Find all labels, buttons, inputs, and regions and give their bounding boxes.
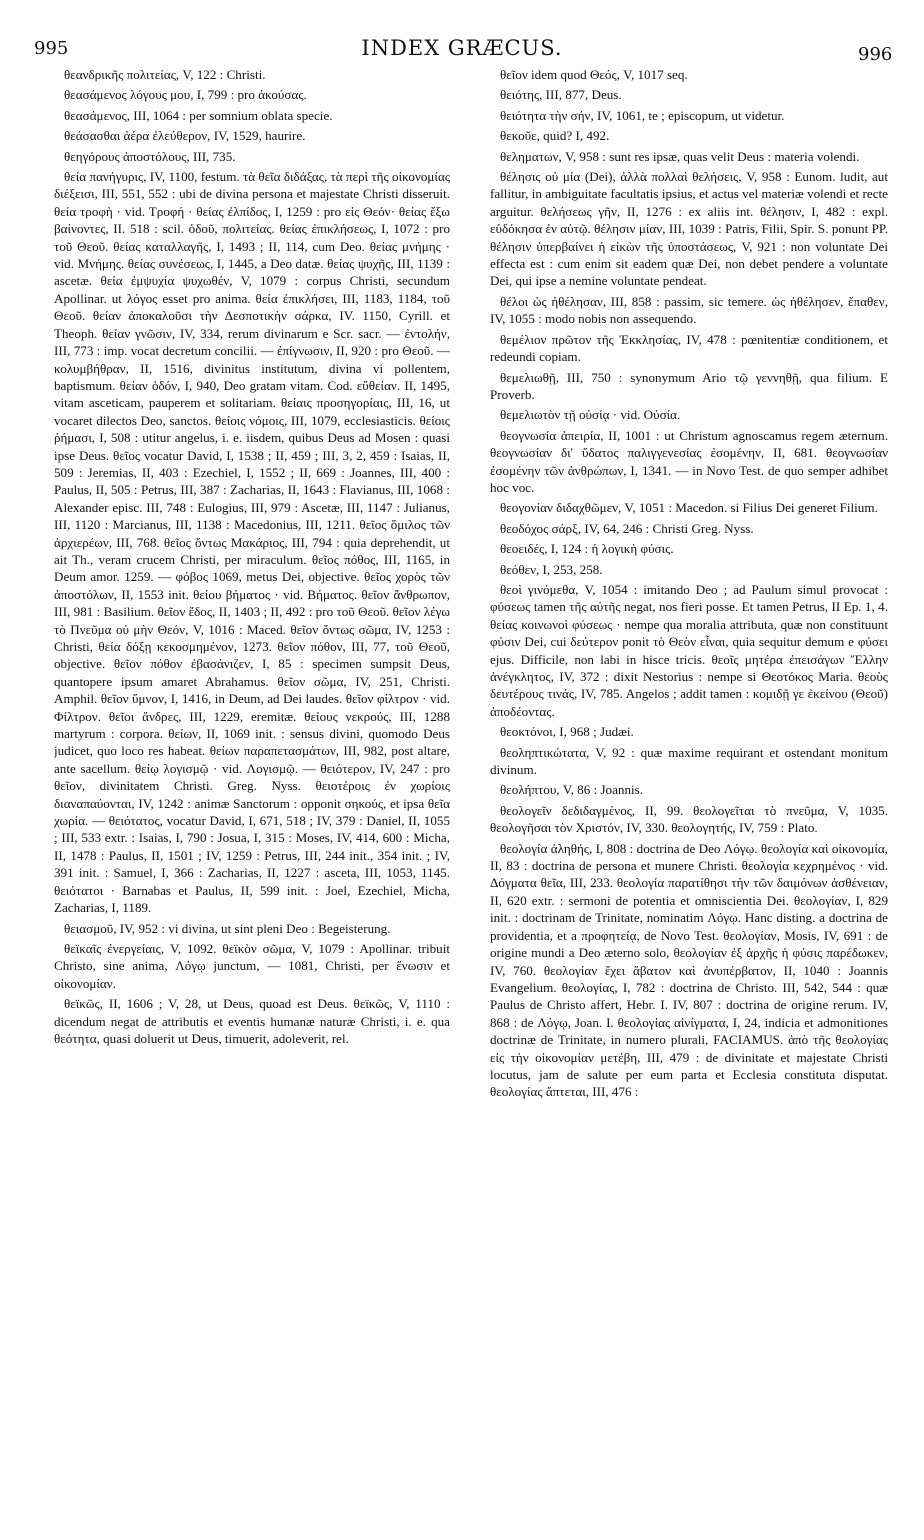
index-entry: θεοληπτικώτατα, V, 92 : quæ maxime requirant et ostendant monitum divinum. bbox=[490, 744, 888, 778]
running-title: INDEX GRÆCUS. bbox=[361, 36, 563, 60]
index-entry: θεασάμενος λόγους μου, I, 799 : pro ἀκούσας. bbox=[64, 87, 307, 103]
index-entry: θεληματων, V, 958 : sunt res ipsæ, quas velit Deus : materia volendi. bbox=[500, 148, 860, 164]
index-entry: θεανδρικῆς πολιτείας, V, 122 : Christi. bbox=[64, 67, 266, 82]
index-entry: θεοδόχος σάρξ, IV, 64, 246 : Christi Greg. Nyss. bbox=[500, 520, 754, 536]
index-entry: θεῖον idem quod Θεός, V, 1017 seq. bbox=[500, 67, 688, 82]
running-header bbox=[0, 0, 924, 65]
index-entry: θεία πανήγυρις, IV, 1100, festum. τὰ θεῖα διδάξας, τὰ περὶ τῆς οἰκονομίας διέξεισι, III, 551, 552 : ubi de divina persona et majestate Christi disseruit. θεία τροφὴ · vid. Τροφή · θείας ἐλπίδος, I, 1259 : pro εἰς Θεόν· θείας ἔξω βαίνοντες, II. 518 : scil. ὁδοῦ, πολιτείας. θείας ἐπικλήσεως, I, 1072 : pro τοῦ Θεοῦ. θείας καταλλαγῆς, I, 1493 ; II, 114, cum Deo. θείας μνήμης · vid. Μνήμης. θείας συνέσεως, I, 1445, a Deo datæ. θείας ψυχῆς, III, 1139 : ascetæ. θεία ἐμψυχία ψυχωθέν, V, 1079 : corpus Christi, secundum Apollinar. ut λόγος esset pro anima. θεία ἐπικλήσει, III, 1183, 1184, τοῦ Θεοῦ. θείαν ἀποκαλοῦσι τὴν Δεσποτικὴν σάρκα, IV. 1150, Cyrill. et Theoph. θείαν γνῶσιν, IV, 334, rerum divinarum e Scr. sacr. — ἐντολήν, III, 773 : imp. vocat decretum concilii. — ἐπίγνωσιν, II, 920 : pro Θεοῦ. — κολυμβήθραν, II, 1516, divinitus institutum, divina vi pollentem, baptismum. θείαν ὁδόν, I, 940, Deo gratam vitam. Cod. εὔθείαν. II, 1495, vitam asceticam, pauperem et solitariam. θείαις προσηγορίαις, III, 16, ut vocaret dilectos Deo, sanctos. θείοις νόμοις, III, 1079, ecclesiasticis. θείοις ῥήμασι, I, 508 : utitur angelus, i. e. iisdem, quibus Deus ad Mosen : quasi ipse Deus. θεῖος vocatur David, I, 1538 ; II, 459 ; III, 3, 2, 459 : Isaias, II, 509 : Jeremias, II, 403 : Ezechiel, I, 1552 ; II, 669 : Joannes, III, 400 : Paulus, II, 505 : Petrus, III, 387 : Zacharias, II, 1643 : Flavianus, III, 1068 : Alexander episc. III, 748 : Eulogius, III, 979 : Ascetæ, III, 1147 : Julianus, III, 1120 : Marcianus, III, 1138 : Macedonius, III, 1211. θεῖος ὅμιλος τῶν ἀρχιερέων, III, 768. θεῖος ὄντως Μακάριος, III, 794 : quia deprehendit, ut ait Th., veram crucem Christi, per miraculum. θεῖος πόθος, III, 1165, in Deum amor. 1259. — φόβος 1069, metus Dei, objective. θεῖος χορὸς τῶν ἀποστόλων, II, 1553 init. θείου βήματος · vid. Βήματος. θεῖον ἄνθρωπον, III, 981 : Basilium. θεῖον ἔδος, II, 1403 ; II, 492 : pro τοῦ Θεοῦ. θεῖον λέγω τὸ Πνεῦμα οὐ μὴν Θεόν, V, 1016 : Maced. θεῖον ὄντως σῶμα, IV, 1253 : Christi, θεία δόξῃ κεκοσμημένον, 1273. θεῖον πόθον, III, 77, τοῦ Θεοῦ, objective. θεῖον πόθον ἐβασάνιζεν, I, 85 : specimen sumpsit Deus, quantopere ipsum amaret Abrahamus. θεῖον σῶμα, IV, 251, Christi. Amphil. θεῖον ὕμνον, I, 1416, in Deum, ad Dei laudes. θεῖον φίλτρον · vid. Φίλτρον. θεῖοι ἄνδρες, III, 1229, eremitæ. θείους νεκρούς, III, 1288 martyrum : corpora. θείων, II, 1069 init. : sensus divini, quomodo Deus judicet, quo loco res habeat. θείων παραπετασμάτων, III, 982, post altare, ante sacellum. θείῳ λογισμῷ · vid. Λογισμῷ. — θειότερον, IV, 247 : pro θεῖον, divinitatem Christi. Greg. Nyss. θειοτέροις ἐν χωρίοις διαναπαύονται, IV, 1242 : animæ Sanctorum : opponit σηκούς, et ipsa θεῖα χωρία. — θειότατος, vocatur David, I, 671, 518 ; IV, 379 : Daniel, II, 1055 ; III, 533 extr. : Isaias, I, 790 : Josua, I, 315 : Moses, IV, 414, 600 : Micha, II, 1478 : Paulus, II, 1501 ; IV, 1259 : Petrus, III, 244 init., 354 init. ; IV, 391 init. : Samuel, I, 366 : Zacharias, II, 1227 : asceta, III, 1053, 1145. θειότατοι · Barnabas et Paulus, II, 599 init. : Joel, Ezechiel, Micha, Zacharias, I, 1189. bbox=[54, 169, 450, 916]
index-entry: θειότητα τὴν σήν, IV, 1061, te ; episcopum, ut videtur. bbox=[500, 107, 785, 123]
index-entry: θεοὶ γινόμεθα, V, 1054 : imitando Deo ; ad Paulum simul provocat : φύσεως tamen τῆς αὐτῆς negat, nos fieri posse. Et tamen Petrus, II Ep. 1, 4. θείας κοινωνοὶ φύσεως · nempe qua moralia attributa, quæ non constituunt φύσιν Dei, cui δεύτερον ponit τὸ Θεὸν εἶναι, quia sequitur demum e φύσει ejus. Difficile, non labi in hisce tricis. θεοῖς μητέρα ἐπεισάγων Ἕλλην ἀνέγκλητος, IV, 372 : dixit Nestorius : nempe si Θεοτόκος Maria. θεοὺς δευτέρους τινάς, IV, 785. Angelos ; addit tamen : κομιδῇ γε ἐκείνου (Θεοῦ) ἀποδέοντας. bbox=[490, 581, 888, 719]
index-entry: θεολογεῖν δεδιδαγμένος, II, 99. θεολογεῖται τὸ πνεῦμα, V, 1035. θεολογῆσαι τὸν Χριστόν, IV, 330. θεολογητής, IV, 759 : Plato. bbox=[490, 802, 888, 836]
index-entry: θειασμοῦ, IV, 952 : vi divina, ut sint pleni Deo : Begeisterung. bbox=[64, 920, 391, 936]
index-entry: θεολογία ἀληθής, I, 808 : doctrina de Deo Λόγῳ. θεολογία καὶ οἰκονομία, II, 83 : doctrina de persona et munere Christi. θεολογία κεχρημένος · vid. Δόγματα θεῖα, III, 233. θεολογία παρατίθησι τὴν τῶν δαιμόνων ἀσθένειαν, II, 620 extr. : sermoni de potentia et omniscientia Dei. θεολογίαν, I, 829 init. : doctrinam de Trinitate, nominatim Λόγῳ. Hanc disting. a doctrina de providentia, et a προφητείᾳ, de Novo Test. θεολογίαν, Mosis, IV, 691 : de origine mundi a Deo æterno solo, θεολογίαν ἐξ ἀρχῆς ἡ φύσις παρέδωκεν, IV, 760. θεολογίαν ἔχει ἄβατον καὶ ἀνυπέρβατον, II, 1040 : Joannis Evangelium. θεολογίας, I, 782 : doctrina de Christo. III, 542, 544 : quæ Paulus de Christo affert, Hebr. I. IV, 807 : doctrina de origine rerum. IV, 868 : de Λόγῳ, Joan. I. θεολογίας αἰνίγματα, I, 24, indicia et admonitiones doctrinæ de Trinitate, in numero plurali, FACIAMUS. ἀπὸ τῆς θεολογίας εἰς τὴν οἰκονομίαν μετέβη, III, 479 : de divinitate et majestate Christi locutus, jam de salute per eum parta et Ecclesia constituta disputat. θεολογίας ἅπτεται, III, 476 : bbox=[490, 840, 888, 1100]
index-entry: θεόθεν, I, 253, 258. bbox=[500, 561, 603, 577]
index-entry: θέλοι ὡς ἠθέλησαν, III, 858 : passim, sic temere. ὡς ἠθέλησεν, ἔπαθεν, IV, 1055 : modo nobis non assequendo. bbox=[490, 293, 888, 327]
index-entry: θέλησις οὐ μία (Dei), ἀλλὰ πολλαὶ θελήσεις, V, 958 : Eunom. ludit, aut fallitur, in ambiguitate facultatis ipsius, et actus vel materiæ volendi et recte arguitur. θελήσεως γῆν, II, 1276 : ex aliis int. θέλησιν, I, 482 : expl. εὐδόκησα ἐν αὐτῷ. θέλησιν μίαν, III, 1039 : Patris, Filii, Spir. S. ponunt PP. θέλησιν ὑπερβαίνει ἡ εἰκὼν τῆς ὑποστάσεως, V, 921 : non voluntate Dei effecta est : cum enim sit eadem quæ Dei, non debet pendere a voluntate Dei, qui ipse a nemine voluntate pendeat. bbox=[490, 169, 888, 289]
index-entry: θεϊκαῖς ἐνεργείαις, V, 1092. θεϊκὸν σῶμα, V, 1079 : Apollinar. tribuit Christo, sine anima, Λόγῳ junctum, — 1081, Christi, per ἕνωσιν et οἰκονομίαν. bbox=[54, 940, 450, 991]
index-entry: θεολήπτου, V, 86 : Joannis. bbox=[500, 782, 643, 798]
index-entry: θειότης, III, 877, Deus. bbox=[500, 87, 622, 103]
right-column bbox=[490, 66, 888, 1526]
page-number-left: 995 bbox=[34, 38, 69, 59]
index-entry: θεοκτόνοι, I, 968 ; Judæi. bbox=[500, 724, 634, 740]
index-entry: θεοειδές, I, 124 : ἡ λογικὴ φύσις. bbox=[500, 541, 674, 557]
index-entry: θεασάμενος, III, 1064 : per somnium oblata specie. bbox=[64, 107, 333, 123]
index-entry: θεμελιωθῇ, III, 750 : synonymum Ario τῷ γεννηθῇ, qua filium. E Proverb. bbox=[490, 369, 888, 402]
index-entry: θεκοῦε, quid? I, 492. bbox=[500, 128, 610, 144]
index-entry: θεογονίαν διδαχθῶμεν, V, 1051 : Macedon. si Filius Dei generet Filium. bbox=[500, 500, 878, 516]
index-entry: θεογνωσία ἀπειρία, II, 1001 : ut Christum agnoscamus regem æternum. θεογνωσίαν δι' ὕδατος παλιγγενεσίας ἐσομένην, II, 681. θεογνωσίαν ἐσομένην τῶν ἀνθρώπων, I, 1341. — in Novo Test. de quo semper adhibet hoc voc. bbox=[490, 427, 888, 495]
index-entry: θεϊκῶς, II, 1606 ; V, 28, ut Deus, quoad est Deus. θεϊκῶς, V, 1110 : dicendum negat de attributis et eventis humanæ naturæ Christi, i. e. qua θεότητα, quasi doluerit ut Deus, timuerit, adoleverit, rel. bbox=[54, 996, 450, 1046]
index-entry: θεηγόρους ἀποστόλους, III, 735. bbox=[64, 148, 236, 164]
index-entry: θεάσασθαι ἀέρα ἐλεύθερον, IV, 1529, haurire. bbox=[64, 128, 306, 144]
index-entry: θεμελιωτὸν τῇ οὐσίᾳ · vid. Οὐσία. bbox=[500, 407, 681, 423]
left-column bbox=[54, 66, 450, 1526]
index-entry: θεμέλιον πρῶτον τῆς Ἐκκλησίας, IV, 478 : pœnitentiæ conditionem, et redeundi copiam. bbox=[490, 331, 888, 365]
page-number-right: 996 bbox=[858, 44, 893, 65]
